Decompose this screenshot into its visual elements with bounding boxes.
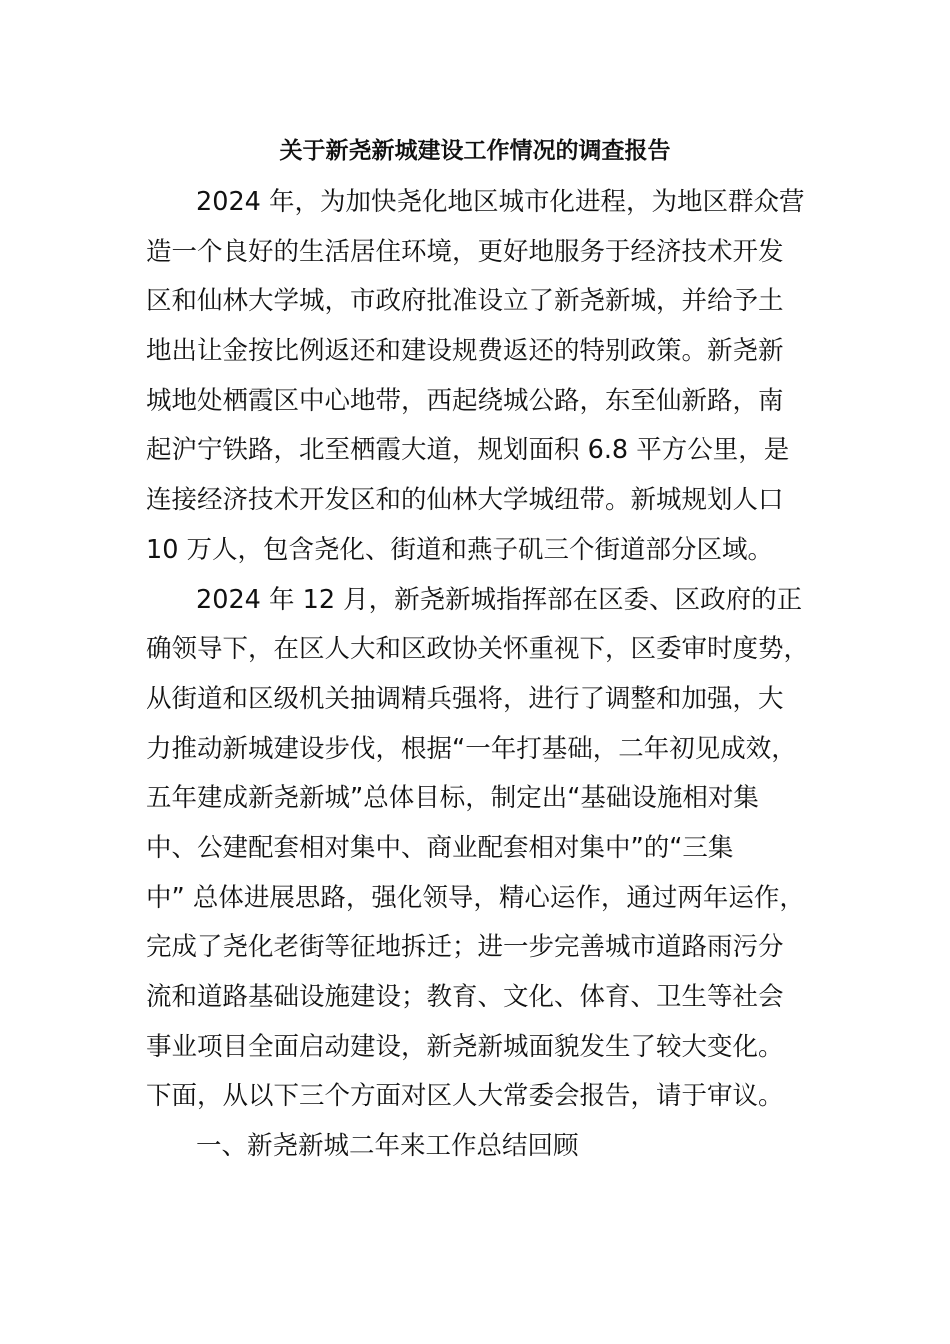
paragraph-2-line-8: 完成了尧化老街等征地拆迁；进一步完善城市道路雨污分 (146, 932, 784, 963)
paragraph-1-line-2: 造一个良好的生活居住环境，更好地服务于经济技术开发 (146, 236, 784, 267)
paragraph-1-line-1: 2024 年，为加快尧化地区城市化进程，为地区群众营 (196, 187, 805, 217)
paragraph-2-line-3: 从街道和区级机关抽调精兵强将，进行了调整和加强，大 (146, 683, 784, 714)
paragraph-2-line-7: 中” 总体进展思路，强化领导，精心运作，通过两年运作， (146, 882, 805, 913)
paragraph-2-line-4: 力推动新城建设步伐，根据“一年打基础，二年初见成效， (146, 733, 797, 764)
paragraph-1-line-3: 区和仙林大学城，市政府批准设立了新尧新城，并给予土 (146, 286, 784, 317)
paragraph-1-line-4: 地出让金按比例返还和建设规费返还的特别政策。新尧新 (146, 336, 784, 367)
paragraph-1-line-7: 连接经济技术开发区和的仙林大学城纽带。新城规划人口 (146, 485, 784, 516)
paragraph-2-line-10: 事业项目全面启动建设，新尧新城面貌发生了较大变化。 (146, 1031, 784, 1062)
paragraph-2-line-2: 确领导下，在区人大和区政协关怀重视下，区委审时度势， (146, 634, 810, 665)
paragraph-2-line-1: 2024 年 12 月，新尧新城指挥部在区委、区政府的正 (196, 584, 803, 615)
paragraph-1-line-6: 起沪宁铁路，北至栖霞大道，规划面积 6.8 平方公里，是 (146, 435, 790, 466)
document-title: 关于新尧新城建设工作情况的调查报告 (279, 138, 671, 164)
document-body (146, 178, 810, 1172)
section-heading-1: 一、新尧新城二年来工作总结回顾 (196, 1131, 579, 1162)
paragraph-1-line-5: 城地处栖霞区中心地带，西起绕城公路，东至仙新路，南 (146, 385, 784, 416)
paragraph-2-line-5: 五年建成新尧新城”总体目标，制定出“基础设施相对集 (146, 783, 759, 814)
paragraph-2-line-11: 下面，从以下三个方面对区人大常委会报告，请于审议。 (146, 1081, 784, 1112)
paragraph-1-line-8: 10 万人，包含尧化、街道和燕子矶三个街道部分区域。 (146, 534, 774, 565)
paragraph-2-line-6: 中、公建配套相对集中、商业配套相对集中”的“三集 (146, 832, 734, 863)
paragraph-2-line-9: 流和道路基础设施建设；教育、文化、体育、卫生等社会 (146, 982, 784, 1012)
